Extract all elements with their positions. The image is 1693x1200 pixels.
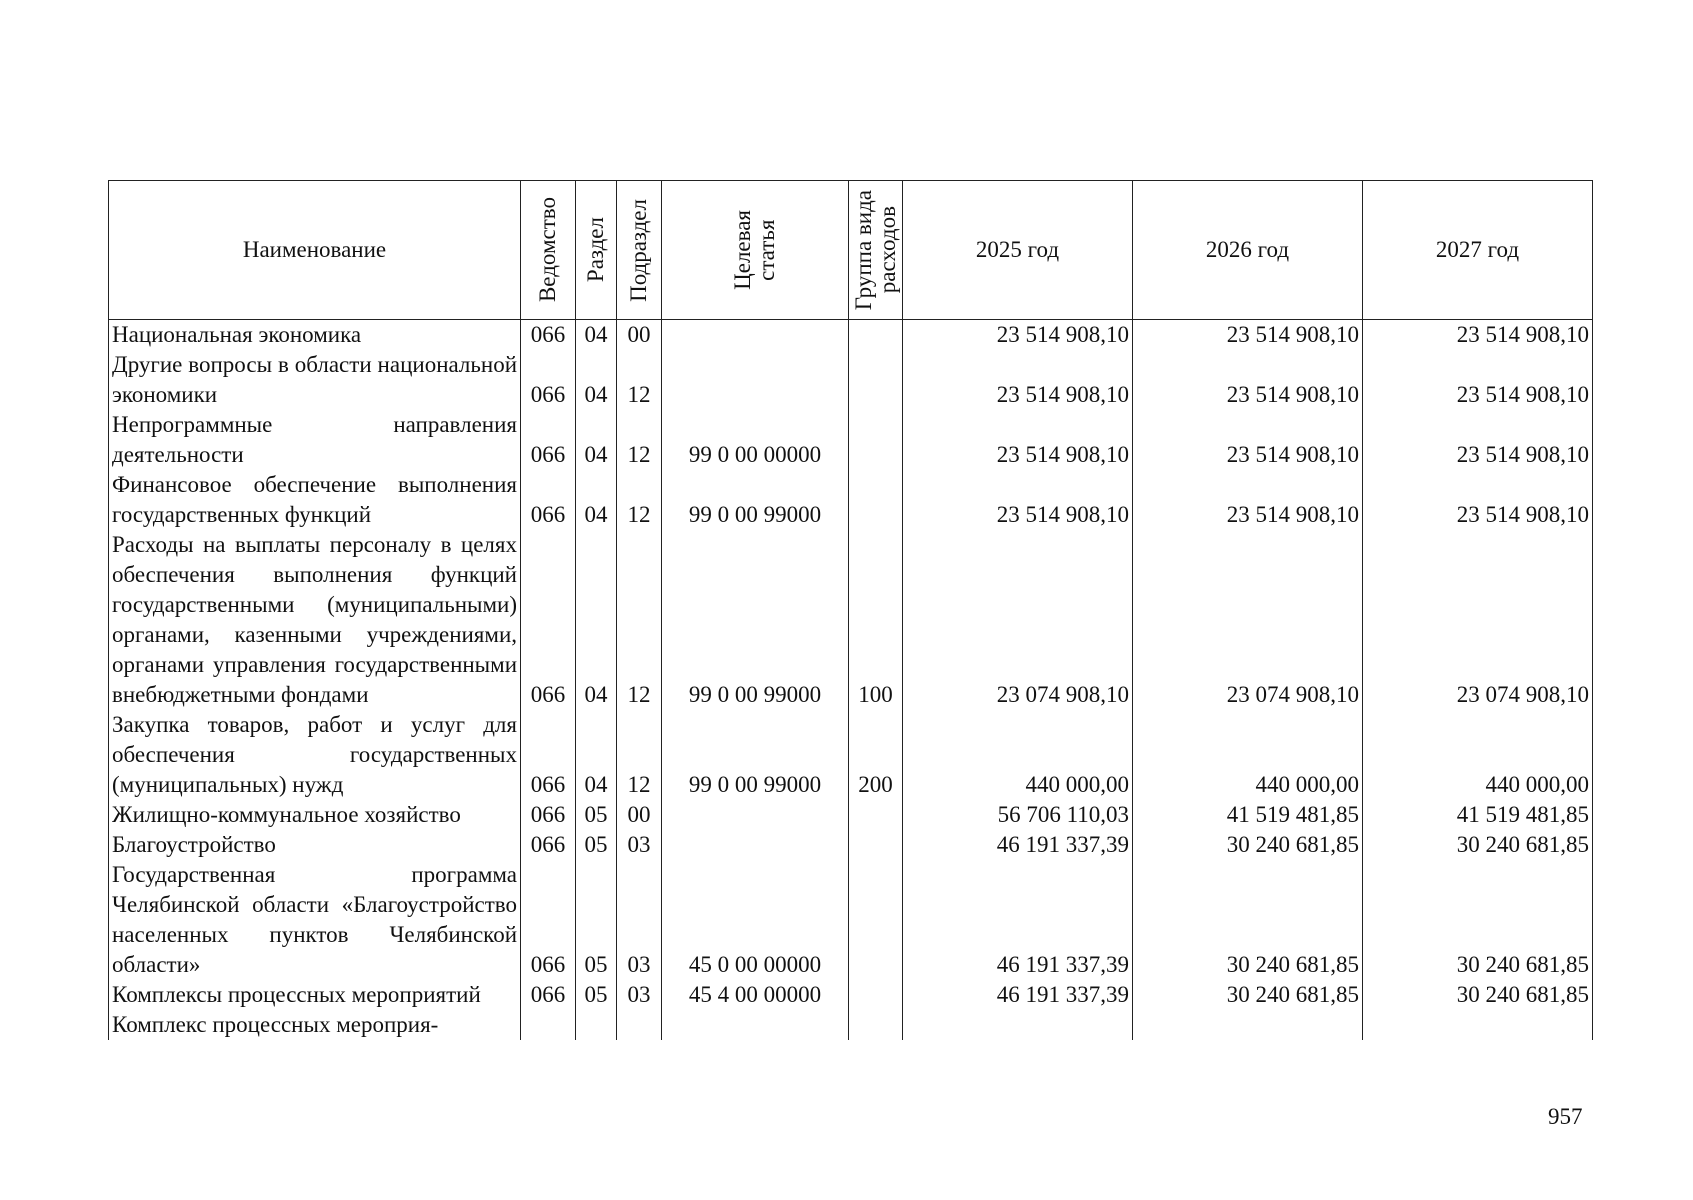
row-gruppa — [849, 470, 903, 530]
table-body — [109, 320, 1593, 1041]
row-razdel: 05 — [576, 830, 617, 860]
header-2026: 2026 год — [1133, 181, 1363, 320]
row-razdel: 05 — [576, 980, 617, 1010]
row-podrazdel: 12 — [617, 470, 662, 530]
row-celevaya-statya: 45 4 00 00000 — [662, 980, 849, 1010]
row-2026: 23 074 908,10 — [1133, 530, 1363, 710]
row-2027: 23 514 908,10 — [1363, 320, 1593, 351]
row-razdel: 04 — [576, 710, 617, 800]
row-2027: 41 519 481,85 — [1363, 800, 1593, 830]
row-podrazdel: 12 — [617, 530, 662, 710]
row-vedomstvo: 066 — [521, 470, 576, 530]
row-name: Национальная экономика — [109, 320, 521, 351]
row-2025: 23 514 908,10 — [903, 350, 1133, 410]
header-name: Наименование — [109, 181, 521, 320]
row-gruppa — [849, 320, 903, 351]
row-gruppa: 200 — [849, 710, 903, 800]
row-name: Закупка товаров, работ и услуг для обеспечения государственных (муниципальных) нужд — [109, 710, 521, 800]
row-celevaya-statya — [662, 830, 849, 860]
row-vedomstvo — [521, 1010, 576, 1040]
row-2026: 30 240 681,85 — [1133, 860, 1363, 980]
row-2025: 56 706 110,03 — [903, 800, 1133, 830]
table-row — [109, 800, 1593, 830]
table-row — [109, 410, 1593, 470]
row-gruppa — [849, 1010, 903, 1040]
row-2025: 23 074 908,10 — [903, 530, 1133, 710]
row-razdel: 04 — [576, 470, 617, 530]
row-2027: 23 074 908,10 — [1363, 530, 1593, 710]
row-2025: 46 191 337,39 — [903, 980, 1133, 1010]
row-2027: 30 240 681,85 — [1363, 860, 1593, 980]
row-vedomstvo: 066 — [521, 710, 576, 800]
row-name: Финансовое обеспечение выполнения государственных функций — [109, 470, 521, 530]
row-podrazdel: 00 — [617, 320, 662, 351]
row-2025: 23 514 908,10 — [903, 320, 1133, 351]
table-row — [109, 350, 1593, 410]
row-2027: 23 514 908,10 — [1363, 350, 1593, 410]
row-razdel: 04 — [576, 350, 617, 410]
header-vedomstvo: Ведомство — [521, 181, 576, 320]
row-name: Комплексы процессных мероприятий — [109, 980, 521, 1010]
row-podrazdel: 12 — [617, 410, 662, 470]
table-row — [109, 470, 1593, 530]
row-vedomstvo: 066 — [521, 830, 576, 860]
table-row — [109, 530, 1593, 710]
row-razdel: 05 — [576, 860, 617, 980]
page-number: 957 — [1548, 1104, 1583, 1129]
row-vedomstvo: 066 — [521, 980, 576, 1010]
row-2026: 41 519 481,85 — [1133, 800, 1363, 830]
row-razdel: 04 — [576, 530, 617, 710]
row-vedomstvo: 066 — [521, 410, 576, 470]
row-2027: 440 000,00 — [1363, 710, 1593, 800]
row-gruppa — [849, 980, 903, 1010]
row-name: Комплекс процессных мероприя- — [109, 1010, 521, 1040]
row-2026: 30 240 681,85 — [1133, 830, 1363, 860]
header-2027: 2027 год — [1363, 181, 1593, 320]
row-vedomstvo: 066 — [521, 800, 576, 830]
row-celevaya-statya: 99 0 00 99000 — [662, 710, 849, 800]
row-podrazdel: 03 — [617, 860, 662, 980]
row-vedomstvo: 066 — [521, 860, 576, 980]
row-celevaya-statya: 99 0 00 99000 — [662, 470, 849, 530]
row-2026: 30 240 681,85 — [1133, 980, 1363, 1010]
row-2025: 440 000,00 — [903, 710, 1133, 800]
row-vedomstvo: 066 — [521, 350, 576, 410]
row-podrazdel — [617, 1010, 662, 1040]
row-2026: 23 514 908,10 — [1133, 350, 1363, 410]
row-name: Другие вопросы в области национальной экономики — [109, 350, 521, 410]
header-razdel: Раздел — [576, 181, 617, 320]
row-name: Жилищно-коммунальное хозяйство — [109, 800, 521, 830]
budget-table — [108, 180, 1593, 1040]
row-celevaya-statya: 99 0 00 00000 — [662, 410, 849, 470]
row-celevaya-statya: 99 0 00 99000 — [662, 530, 849, 710]
row-podrazdel: 03 — [617, 830, 662, 860]
row-2027: 30 240 681,85 — [1363, 830, 1593, 860]
row-podrazdel: 00 — [617, 800, 662, 830]
header-gruppa-vida-rashodov: Группа вида расходов — [849, 181, 903, 320]
table-row — [109, 320, 1593, 351]
row-gruppa — [849, 800, 903, 830]
row-2025: 23 514 908,10 — [903, 410, 1133, 470]
row-gruppa — [849, 860, 903, 980]
row-2027: 23 514 908,10 — [1363, 470, 1593, 530]
table-row — [109, 860, 1593, 980]
table-row — [109, 980, 1593, 1010]
row-gruppa — [849, 830, 903, 860]
row-vedomstvo: 066 — [521, 530, 576, 710]
row-podrazdel: 12 — [617, 350, 662, 410]
row-celevaya-statya: 45 0 00 00000 — [662, 860, 849, 980]
table-header — [109, 181, 1593, 320]
row-celevaya-statya — [662, 800, 849, 830]
row-razdel — [576, 1010, 617, 1040]
table-row — [109, 830, 1593, 860]
row-vedomstvo: 066 — [521, 320, 576, 351]
row-2026: 440 000,00 — [1133, 710, 1363, 800]
row-2025: 46 191 337,39 — [903, 830, 1133, 860]
row-name: Непрограммные направления деятельности — [109, 410, 521, 470]
row-2026: 23 514 908,10 — [1133, 410, 1363, 470]
table-row — [109, 710, 1593, 800]
row-2027 — [1363, 1010, 1593, 1040]
row-2025: 23 514 908,10 — [903, 470, 1133, 530]
header-podrazdel: Подраздел — [617, 181, 662, 320]
row-celevaya-statya — [662, 320, 849, 351]
row-celevaya-statya — [662, 1010, 849, 1040]
header-2025: 2025 год — [903, 181, 1133, 320]
row-name: Благоустройство — [109, 830, 521, 860]
row-name: Государственная программа Челябинской области «Благоустройство населенных пунктов Челябинской области» — [109, 860, 521, 980]
row-gruppa — [849, 350, 903, 410]
row-name: Расходы на выплаты персоналу в целях обеспечения выполнения функций государственными (муниципальными) органами, казенными учреждениями, органами управления государственными внебюджетными фондами — [109, 530, 521, 710]
row-podrazdel: 12 — [617, 710, 662, 800]
row-2027: 23 514 908,10 — [1363, 410, 1593, 470]
row-podrazdel: 03 — [617, 980, 662, 1010]
row-razdel: 04 — [576, 320, 617, 351]
row-2026: 23 514 908,10 — [1133, 320, 1363, 351]
row-celevaya-statya — [662, 350, 849, 410]
row-2025: 46 191 337,39 — [903, 860, 1133, 980]
row-razdel: 05 — [576, 800, 617, 830]
row-2026 — [1133, 1010, 1363, 1040]
header-celevaya-statya: Целевая статья — [662, 181, 849, 320]
row-2025 — [903, 1010, 1133, 1040]
row-gruppa: 100 — [849, 530, 903, 710]
row-razdel: 04 — [576, 410, 617, 470]
row-gruppa — [849, 410, 903, 470]
row-2026: 23 514 908,10 — [1133, 470, 1363, 530]
table-row — [109, 1010, 1593, 1040]
row-2027: 30 240 681,85 — [1363, 980, 1593, 1010]
